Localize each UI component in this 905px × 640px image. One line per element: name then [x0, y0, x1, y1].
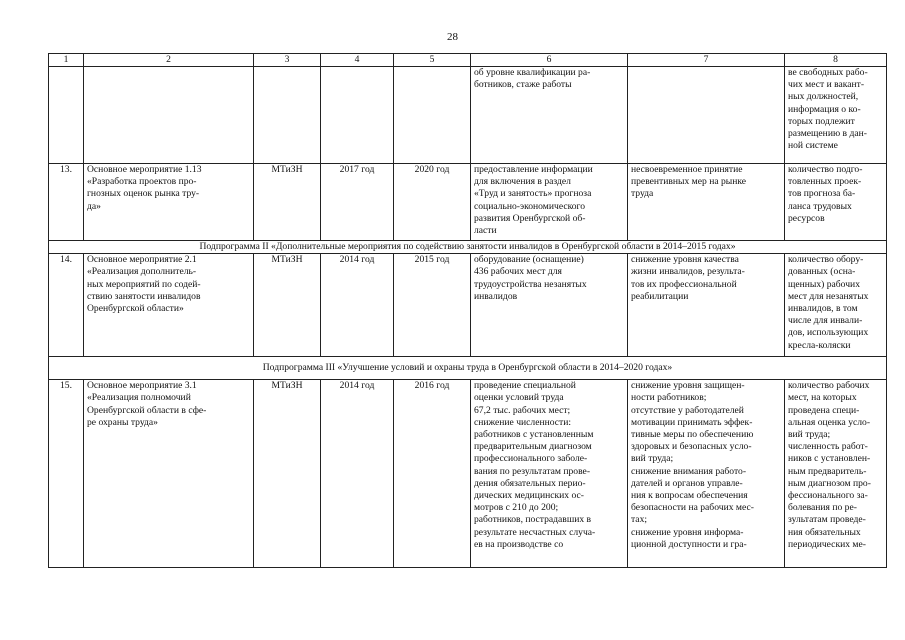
subprogram-title: Подпрограмма III «Улучшение условий и охраны труда в Оренбургской области в 2014–2020 годах»: [49, 357, 887, 380]
column-number: 8: [785, 54, 887, 67]
column-number: 7: [628, 54, 785, 67]
start-year: 2014 год: [321, 380, 394, 568]
executor: МТиЗН: [254, 164, 321, 241]
table-row: [49, 164, 887, 241]
subprogram-row: [49, 241, 887, 254]
start-year: 2014 год: [321, 254, 394, 357]
non-implementation-consequences: снижение уровня защищен- ности работников; отсутствие у работодателей мотивации принимать эффек- тивные меры по обеспечению здоровых и безопасных усло- вий труда; снижение внимания работо- дателей и органов управле- ния к вопросам обеспечения безопасности на рабочих мес- тах; снижение уровня информа- ционной доступности и гра-: [628, 380, 785, 568]
executor: [254, 67, 321, 164]
row-number: [49, 67, 84, 164]
expected-result: проведение специальной оценки условий труда 67,2 тыс. рабочих мест; снижение численности: работников с установленным предварительным диагнозом профессионального заболе- вания по результатам прове- дения обязательных перио- дических медицинских ос- мотров с 210 до 200; работников, пострадавших в результате несчастных случа- ев на производстве со: [471, 380, 628, 568]
column-number: 3: [254, 54, 321, 67]
table-row: [49, 67, 887, 164]
row-number: 15.: [49, 380, 84, 568]
measure-name: Основное мероприятие 3.1 «Реализация полномочий Оренбургской области в сфе- ре охраны труда»: [84, 380, 254, 568]
measure-name: [84, 67, 254, 164]
indicators: количество подго- товленных проек- тов прогноза ба- ланса трудовых ресурсов: [785, 164, 887, 241]
executor: МТиЗН: [254, 254, 321, 357]
end-year: 2020 год: [394, 164, 471, 241]
column-number: 6: [471, 54, 628, 67]
row-number: 14.: [49, 254, 84, 357]
expected-result: об уровне квалификации ра- ботников, стаже работы: [471, 67, 628, 164]
non-implementation-consequences: снижение уровня качества жизни инвалидов, результа- тов их профессиональной реабилитации: [628, 254, 785, 357]
expected-result: оборудование (оснащение) 436 рабочих мест для трудоустройства незанятых инвалидов: [471, 254, 628, 357]
end-year: 2015 год: [394, 254, 471, 357]
measure-name: Основное мероприятие 1.13 «Разработка проектов про- гнозных оценок рынка тру- да»: [84, 164, 254, 241]
row-number: 13.: [49, 164, 84, 241]
column-number: 1: [49, 54, 84, 67]
end-year: [394, 67, 471, 164]
non-implementation-consequences: несвоевременное принятие превентивных мер на рынке труда: [628, 164, 785, 241]
table-row: [49, 380, 887, 568]
indicators: количество рабочих мест, на которых проведена специ- альная оценка усло- вий труда; численность работ- ников с установлен- ным предваритель- ным диагнозом про- фессионального за- болевания по ре- зультатам проведе- ния обязательных периодических ме-: [785, 380, 887, 568]
executor: МТиЗН: [254, 380, 321, 568]
indicators: количество обору- дованных (осна- щенных) рабочих мест для незанятых инвалидов, в том числе для инвали- дов, использующих кресла-коляски: [785, 254, 887, 357]
measures-table: [48, 53, 887, 568]
measure-name: Основное мероприятие 2.1 «Реализация дополнитель- ных мероприятий по содей- ствию занятости инвалидов Оренбургской области»: [84, 254, 254, 357]
end-year: 2016 год: [394, 380, 471, 568]
page-number: 28: [447, 31, 458, 43]
column-number: 2: [84, 54, 254, 67]
indicators: ве свободных рабо- чих мест и вакант- ных должностей, информация о ко- торых подлежит размещению в дан- ной системе: [785, 67, 887, 164]
column-number: 5: [394, 54, 471, 67]
subprogram-title: Подпрограмма II «Дополнительные мероприятия по содействию занятости инвалидов в Оренбургской области в 2014–2015 годах»: [49, 241, 887, 254]
start-year: 2017 год: [321, 164, 394, 241]
subprogram-row: [49, 357, 887, 380]
table-row: [49, 254, 887, 357]
column-number-row: [49, 54, 887, 67]
non-implementation-consequences: [628, 67, 785, 164]
start-year: [321, 67, 394, 164]
expected-result: предоставление информации для включения в раздел «Труд и занятость» прогноза социально-экономического развития Оренбургской об- ласти: [471, 164, 628, 241]
column-number: 4: [321, 54, 394, 67]
